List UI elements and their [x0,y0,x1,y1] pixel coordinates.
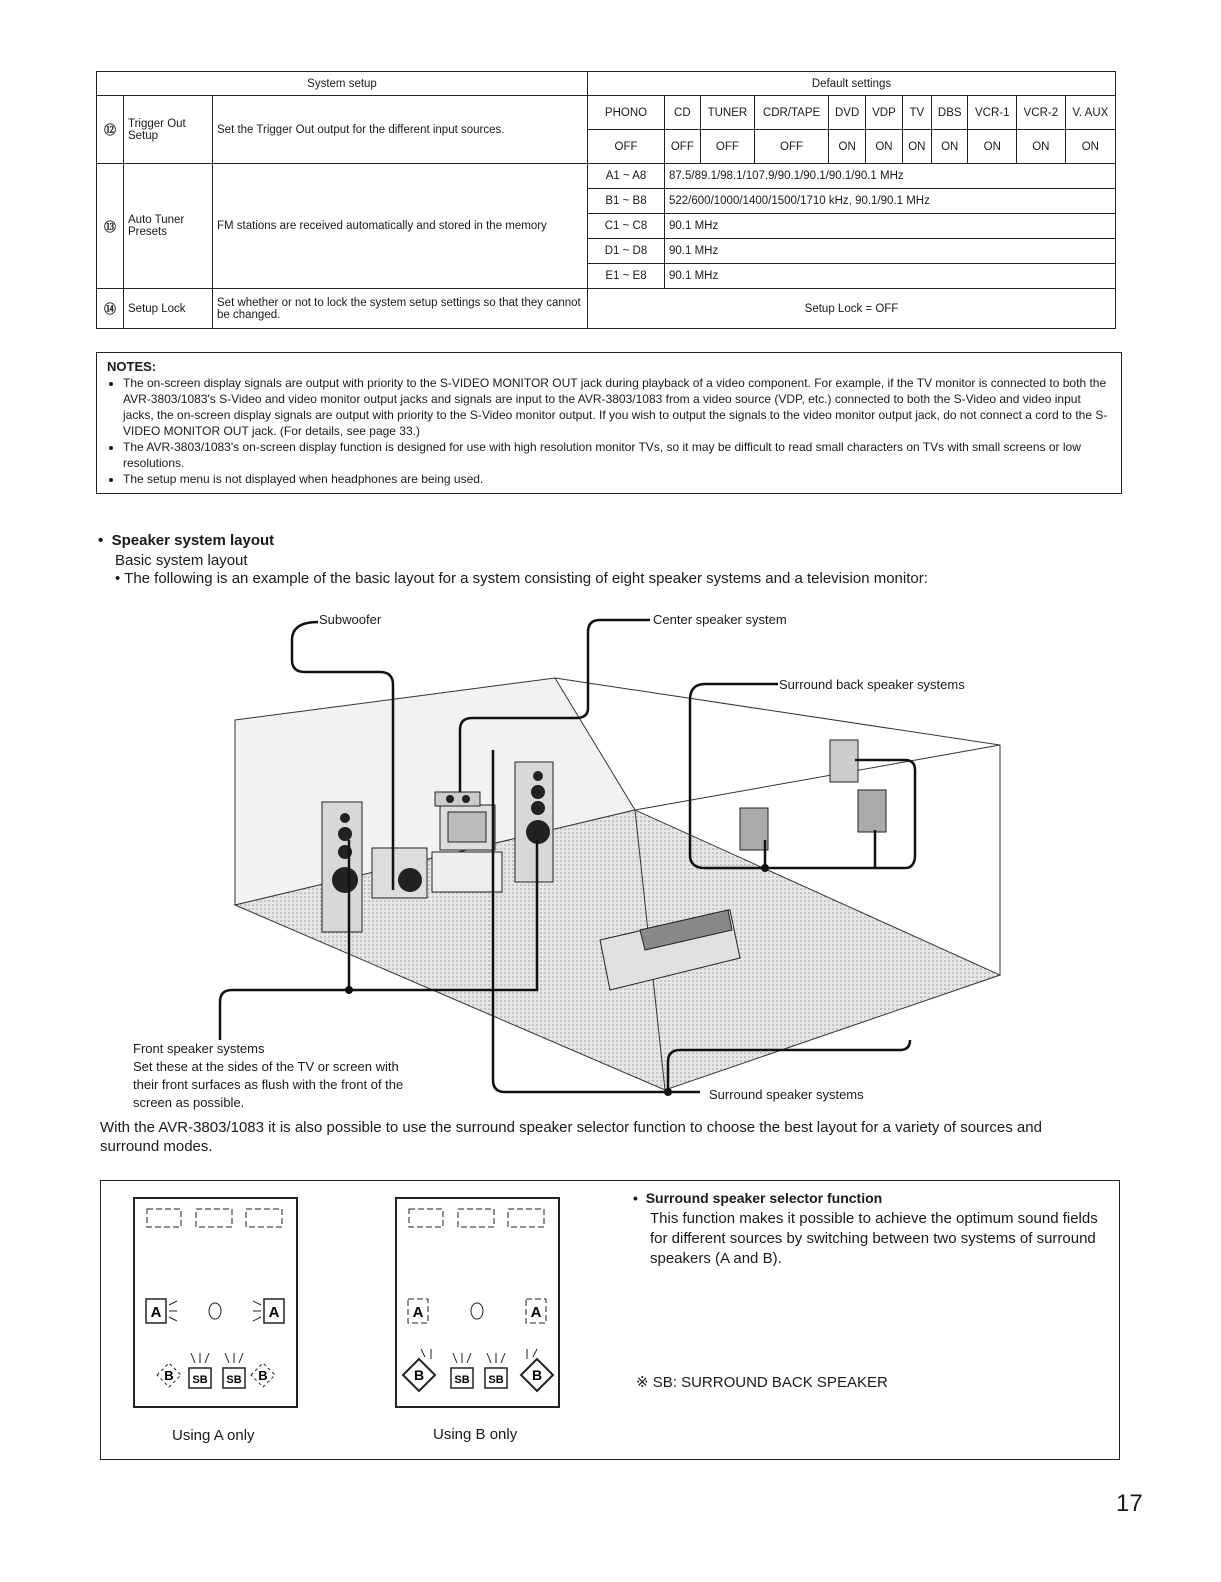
paragraph-selector [100,1118,1122,1156]
value-cell: OFF [700,130,754,164]
notes-list [107,375,1111,487]
mark-sb: SB [192,1374,208,1386]
header-default-settings: Default settings [588,72,1116,96]
value-cell: OFF [755,130,829,164]
notes-title: NOTES: [107,359,157,374]
preset-value: 90.1 MHz [665,239,1116,264]
value-cell: ON [1065,130,1115,164]
speaker-layout-diagram [0,600,1221,1100]
label-subwoofer: Subwoofer [319,612,382,627]
surround-speaker [858,790,886,832]
selector-note: ※ SB: SURROUND BACK SPEAKER [636,1374,888,1391]
selector-desc: This function makes it possible to achieve the optimum sound fields for different sources by switching between two systems of surround speakers (A and B). [650,1210,1098,1267]
setup-lock-name: Setup Lock [124,289,213,329]
label-front-desc: Set these at the sides of the TV or screen with [133,1059,399,1074]
mark-b: B [164,1368,174,1383]
preset-range: E1 ~ E8 [588,264,665,289]
source-cell: TV [902,96,931,130]
label-front-desc: screen as possible. [133,1095,245,1110]
mark-sb: SB [488,1374,504,1386]
selector-title: • Surround speaker selector function [633,1190,883,1206]
source-cell: TUNER [700,96,754,130]
setup-lock-value: Setup Lock = OFF [588,289,1116,329]
preset-range: A1 ~ A8 [588,164,665,189]
mark-a: A [150,1304,162,1321]
label-front-desc: their front surfaces as flush with the front of the [133,1077,404,1092]
section-bullet: • The following is an example of the basic layout for a system consisting of eight speaker systems and a television monitor: [115,570,928,587]
auto-tuner-desc: FM stations are received automatically and stored in the memory [213,164,588,289]
preset-range: D1 ~ D8 [588,239,665,264]
caption-using-b: Using B only [433,1426,518,1443]
item-number-14: ⑭ [97,289,124,329]
value-cell: ON [866,130,902,164]
trigger-out-name: Trigger Out Setup [124,96,213,164]
note-item: • The on-screen display signals are output with priority to the S-VIDEO MONITOR OUT jack during playback of a video component. For example, if the TV monitor is connected to both the AVR-3803/1083's S-Video and video monitor output jacks and signals are input to the AVR-3803/1083 from a video source (VDP, etc.) connected to both the S-Video and video input jacks, the on-screen display signals are output with priority to the S-Video monitor output. If you wish to output the signals to the video monitor output jack, do not connect a cord to the S-VIDEO MONITOR OUT jack. (For details, see page 33.) [123,375,1111,439]
front-right-speaker [515,762,553,882]
mark-a: A [412,1304,424,1321]
subwoofer [372,848,427,898]
section-title-text: Speaker system layout [111,532,275,549]
trigger-out-desc: Set the Trigger Out output for the different input sources. [213,96,588,164]
notes-box [96,352,1122,494]
mark-b: B [258,1368,268,1383]
surround-back-speaker [830,740,858,782]
junction-dot [761,864,769,872]
section-bullet-text: The following is an example of the basic layout for a system consisting of eight speaker systems and a television monitor: [124,570,928,587]
mark-b: B [413,1367,425,1383]
preset-value: 90.1 MHz [665,264,1116,289]
source-cell: VDP [866,96,902,130]
source-cell: DVD [829,96,866,130]
mark-sb: SB [226,1374,242,1386]
value-cell: ON [932,130,968,164]
note-item: • The AVR-3803/1083's on-screen display function is designed for use with high resolution monitor TVs, so it may be difficult to read small characters on TVs with small screens or low resolutions. [123,439,1111,471]
value-cell: ON [1017,130,1066,164]
mark-a: A [530,1304,542,1321]
item-number-13: ⑬ [97,164,124,289]
source-cell: CDR/TAPE [755,96,829,130]
tv-with-center-speaker [432,792,502,892]
label-surround: Surround speaker systems [709,1087,864,1102]
selector-title-text: Surround speaker selector function [645,1190,883,1206]
mark-sb: SB [454,1374,470,1386]
source-cell: VCR-2 [1017,96,1066,130]
label-front-title: Front speaker systems [133,1041,265,1056]
preset-range: B1 ~ B8 [588,189,665,214]
note-item: • The setup menu is not displayed when headphones are being used. [123,471,1111,487]
source-cell: VCR-1 [968,96,1017,130]
label-center: Center speaker system [653,612,787,627]
label-front-speakers [133,1040,403,1112]
source-cell: PHONO [588,96,665,130]
value-cell: OFF [588,130,665,164]
header-system-setup: System setup [97,72,588,96]
label-surround-back: Surround back speaker systems [779,677,965,692]
preset-value: 90.1 MHz [665,214,1116,239]
preset-value: 522/600/1000/1400/1500/1710 kHz, 90.1/90.1 MHz [665,189,1116,214]
junction-dot [345,986,353,994]
value-cell: OFF [665,130,701,164]
item-number-12: ⑫ [97,96,124,164]
section-title: • Speaker system layout [98,532,275,549]
setup-lock-desc: Set whether or not to lock the system setup settings so that they cannot be changed. [213,289,588,329]
caption-using-a: Using A only [172,1427,255,1444]
system-setup-table [96,71,1116,329]
value-cell: ON [902,130,931,164]
source-cell: V. AUX [1065,96,1115,130]
page-number: 17 [1116,1490,1143,1517]
front-left-speaker [322,802,362,932]
value-cell: ON [829,130,866,164]
preset-range: C1 ~ C8 [588,214,665,239]
value-cell: ON [968,130,1017,164]
diagram-using-b [395,1197,561,1409]
source-cell: DBS [932,96,968,130]
mark-b: B [531,1367,543,1383]
section-subtitle: Basic system layout [115,552,248,569]
diagram-using-a [133,1197,299,1409]
auto-tuner-name: Auto Tuner Presets [124,164,213,289]
mark-a: A [268,1304,280,1321]
source-cell: CD [665,96,701,130]
junction-dot [664,1088,672,1096]
preset-value: 87.5/89.1/98.1/107.9/90.1/90.1/90.1/90.1 MHz [665,164,1116,189]
paragraph-line: surround modes. [100,1138,213,1155]
paragraph-line: With the AVR-3803/1083 it is also possible to use the surround speaker selector function to choose the best layout for a variety of sources and [100,1119,1042,1136]
